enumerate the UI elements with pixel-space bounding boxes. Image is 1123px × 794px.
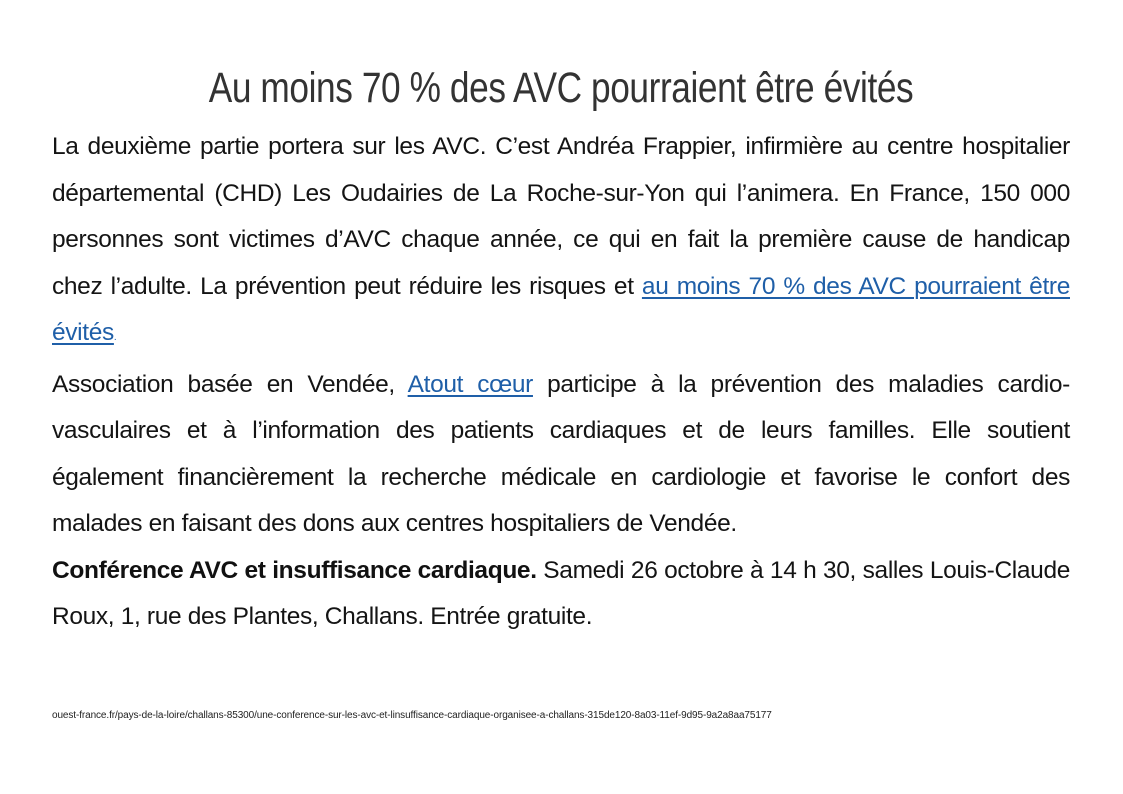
avc-prevention-link[interactable]: au moins 70 % des AVC pourraient être évités: [52, 272, 1070, 346]
paragraph-association: [52, 362, 1070, 548]
source-url: ouest-france.fr/pays-de-la-loire/challans-85300/une-conference-sur-les-avc-et-linsuffisance-cardiaque-organisee-a-challans-315de120-8a03-11ef-9d95-9a2a8aa75177: [52, 710, 772, 721]
conference-heading: Conférence AVC et insuffisance cardiaque.: [52, 556, 537, 584]
paragraph-avc-text: La deuxième partie portera sur les AVC. C’est Andréa Frappier, infirmière au centre hospitalier départemental (CHD) Les Oudairies de La Roche-sur-Yon qui l’animera. En France, 150 000 personnes sont victimes d’AVC chaque année, ce qui en fait la première cause de handicap chez l’adulte. La prévention peut réduire les risques et: [52, 133, 1070, 300]
paragraph-avc: [52, 124, 1070, 362]
paragraph-conference: [52, 548, 1070, 641]
paragraph-association-text: participe à la prévention des maladies cardio-vasculaires et à l’information des patients cardiaques et de leurs familles. Elle soutient également financièrement la recherche médicale en cardiologie et favorise le confort des malades en faisant des dons aux centres hospitaliers de Vendée.: [52, 370, 1070, 537]
paragraph-association-intro: Association basée en Vendée,: [52, 370, 408, 398]
link-suffix: .: [113, 332, 117, 343]
article: [52, 58, 1070, 641]
atout-coeur-link[interactable]: Atout cœur: [407, 370, 533, 398]
conference-details: Samedi 26 octobre à 14 h 30, salles Louis-Claude Roux, 1, rue des Plantes, Challans. Entrée gratuite.: [52, 556, 1070, 630]
article-title: Au moins 70 % des AVC pourraient être évités: [208, 64, 914, 112]
